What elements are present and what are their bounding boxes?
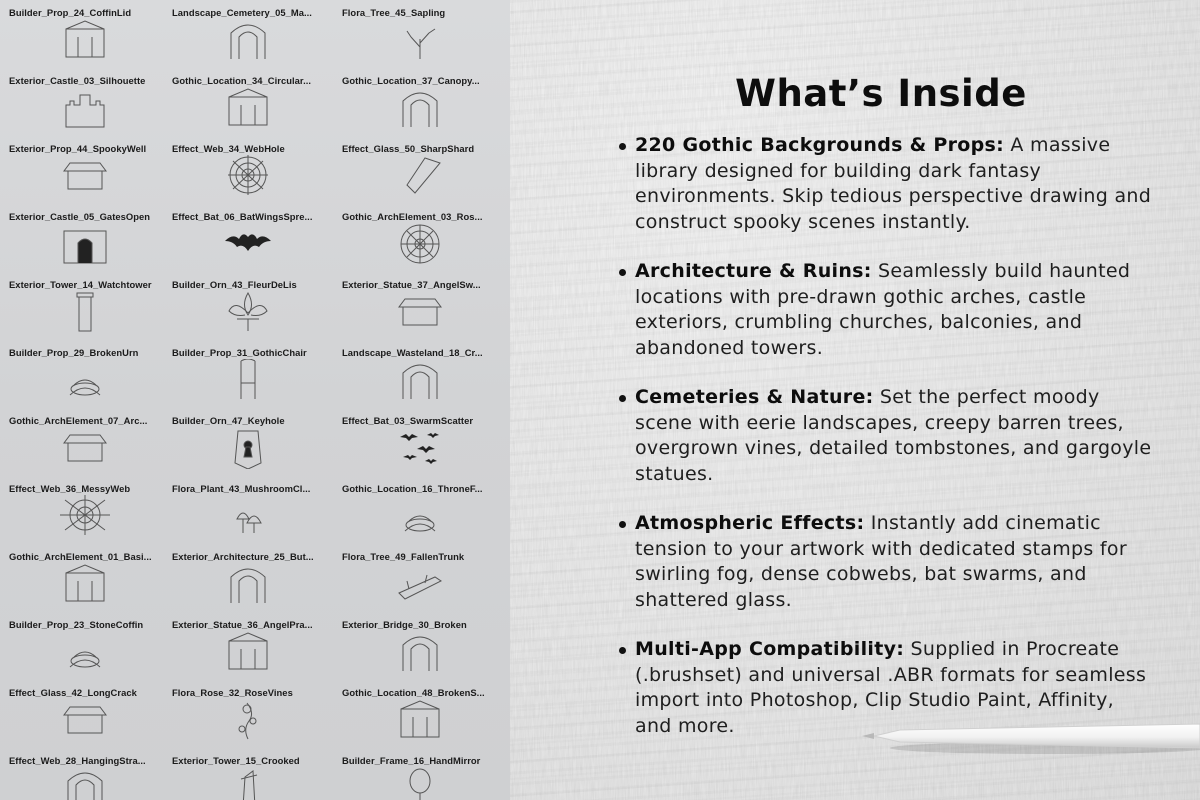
hanging-web-icon <box>60 767 110 800</box>
broken-urn-icon <box>60 359 110 401</box>
hand-mirror-icon <box>395 767 445 800</box>
brush-item[interactable] <box>169 540 339 608</box>
brush-item[interactable] <box>169 744 339 800</box>
brush-name: Exterior_Architecture_25_But... <box>172 551 314 562</box>
brush-name: Gothic_Location_37_Canopy... <box>342 75 480 86</box>
brush-item[interactable] <box>169 64 339 132</box>
brush-thumbnail <box>395 291 445 333</box>
brush-name: Effect_Glass_42_LongCrack <box>9 687 137 698</box>
brush-name: Flora_Plant_43_MushroomCl... <box>172 483 311 494</box>
brush-name: Builder_Frame_16_HandMirror <box>342 755 481 766</box>
feature-description: Instantly add cinematic tension to your artwork with dedicated stamps for swirling fog, dense cobwebs, bat swarms, and shattered glass. <box>635 512 1127 611</box>
brush-thumbnail <box>60 291 110 333</box>
stone-coffin-icon <box>60 631 110 673</box>
brush-item[interactable] <box>169 200 339 268</box>
brush-item[interactable] <box>169 0 339 64</box>
brush-name: Effect_Glass_50_SharpShard <box>342 143 475 154</box>
brush-thumbnail <box>223 631 273 673</box>
brush-item[interactable] <box>169 608 339 676</box>
brush-item[interactable] <box>339 608 510 676</box>
sapling-icon <box>395 19 445 61</box>
brush-item[interactable] <box>0 268 169 336</box>
brush-thumbnail <box>60 155 110 197</box>
brush-thumbnail <box>395 563 445 605</box>
brush-name: Flora_Tree_45_Sapling <box>342 7 446 18</box>
brush-thumbnail <box>223 359 273 401</box>
brush-item[interactable] <box>339 676 510 744</box>
brush-item[interactable] <box>0 132 169 200</box>
brush-thumbnail <box>395 699 445 741</box>
brush-thumbnail <box>60 19 110 61</box>
brush-name: Exterior_Bridge_30_Broken <box>342 619 467 630</box>
feature-list <box>635 133 1155 763</box>
feature-item <box>635 133 1155 235</box>
brush-name: Effect_Bat_03_SwarmScatter <box>342 415 474 426</box>
brush-thumbnail <box>395 223 445 265</box>
feature-title: Atmospheric Effects: <box>635 512 865 534</box>
brush-thumbnail <box>60 87 110 129</box>
info-panel <box>510 0 1200 800</box>
brush-thumbnail <box>223 291 273 333</box>
brush-item[interactable] <box>0 744 169 800</box>
brush-item[interactable] <box>339 268 510 336</box>
circular-room-icon <box>223 87 273 129</box>
canopy-bed-icon <box>395 87 445 129</box>
page-title: What’s Inside <box>735 72 1027 115</box>
brush-thumbnail <box>60 699 110 741</box>
spiderweb-icon <box>223 155 273 197</box>
glass-crack-icon <box>60 699 110 741</box>
bat-icon <box>223 223 273 265</box>
stylus-icon <box>860 712 1200 762</box>
brush-thumbnail <box>395 359 445 401</box>
brush-item[interactable] <box>0 472 169 540</box>
brush-name: Flora_Rose_32_RoseVines <box>172 687 293 698</box>
brush-name: Gothic_ArchElement_01_Basi... <box>9 551 152 562</box>
brush-thumbnail <box>223 155 273 197</box>
brush-thumbnail <box>223 87 273 129</box>
fleur-de-lis-icon <box>223 291 273 333</box>
brush-name: Effect_Web_34_WebHole <box>172 143 285 154</box>
broken-stairs-icon <box>395 699 445 741</box>
brush-thumbnail <box>223 19 273 61</box>
feature-title: Cemeteries & Nature: <box>635 386 874 408</box>
brush-name: Exterior_Statue_36_AngelPra... <box>172 619 313 630</box>
brush-item[interactable] <box>339 64 510 132</box>
brush-name: Exterior_Statue_37_AngelSw... <box>342 279 481 290</box>
feature-title: Architecture & Ruins: <box>635 260 872 282</box>
feature-description: Set the perfect moody scene with eerie landscapes, creepy barren trees, overgrown vines, detailed tombstones, and gargoyle statues. <box>635 386 1152 485</box>
brush-name: Landscape_Cemetery_05_Ma... <box>172 7 312 18</box>
feature-description: Supplied in Procreate (.brushset) and universal .ABR formats for seamless import into Photoshop, Clip Studio Paint, Affinity, and more. <box>635 638 1147 737</box>
brush-item[interactable] <box>0 0 169 64</box>
brush-item[interactable] <box>0 540 169 608</box>
rose-vines-icon <box>223 699 273 741</box>
brush-name: Flora_Tree_49_FallenTrunk <box>342 551 465 562</box>
mushroom-icon <box>223 495 273 537</box>
brush-thumbnail <box>60 767 110 800</box>
praying-angel-icon <box>223 631 273 673</box>
brush-name: Effect_Bat_06_BatWingsSpre... <box>172 211 313 222</box>
brush-item[interactable] <box>339 132 510 200</box>
feature-title: Multi-App Compatibility: <box>635 638 905 660</box>
well-icon <box>60 155 110 197</box>
feature-item <box>635 259 1155 361</box>
brush-name: Landscape_Wasteland_18_Cr... <box>342 347 483 358</box>
coffin-lid-icon <box>60 19 110 61</box>
brush-item[interactable] <box>339 0 510 64</box>
brush-grid <box>0 0 510 796</box>
angel-statue-icon <box>395 291 445 333</box>
brush-item[interactable] <box>169 336 339 404</box>
keyhole-icon <box>223 427 273 469</box>
brush-thumbnail <box>60 223 110 265</box>
feature-title: 220 Gothic Backgrounds & Props: <box>635 134 1005 156</box>
brush-name: Builder_Prop_24_CoffinLid <box>9 7 132 18</box>
brush-name: Builder_Prop_31_GothicChair <box>172 347 307 358</box>
brush-item[interactable] <box>339 404 510 472</box>
brush-thumbnail <box>223 699 273 741</box>
brush-thumbnail <box>395 495 445 537</box>
brush-thumbnail <box>60 563 110 605</box>
bat-swarm-icon <box>395 427 445 469</box>
brush-item[interactable] <box>169 472 339 540</box>
brush-library-panel <box>0 0 510 800</box>
messy-web-icon <box>60 495 110 537</box>
cemetery-icon <box>223 19 273 61</box>
brush-name: Gothic_ArchElement_03_Ros... <box>342 211 483 222</box>
fallen-trunk-icon <box>395 563 445 605</box>
brush-thumbnail <box>223 495 273 537</box>
brush-item[interactable] <box>169 676 339 744</box>
brush-name: Builder_Orn_43_FleurDeLis <box>172 279 297 290</box>
brush-item[interactable] <box>339 472 510 540</box>
castle-gate-icon <box>60 223 110 265</box>
brush-name: Gothic_ArchElement_07_Arc... <box>9 415 148 426</box>
wasteland-icon <box>395 359 445 401</box>
brush-thumbnail <box>60 359 110 401</box>
brush-thumbnail <box>395 427 445 469</box>
feature-description: A massive library designed for building dark fantasy environments. Skip tedious perspective drawing and construct spooky scenes instantly. <box>635 134 1152 233</box>
brush-name: Builder_Prop_29_BrokenUrn <box>9 347 139 358</box>
gothic-window-icon <box>60 563 110 605</box>
broken-bridge-icon <box>395 631 445 673</box>
rose-window-icon <box>395 223 445 265</box>
brush-item[interactable] <box>169 132 339 200</box>
brush-name: Builder_Prop_23_StoneCoffin <box>9 619 144 630</box>
buttress-icon <box>223 563 273 605</box>
brush-name: Effect_Web_28_HangingStra... <box>9 755 146 766</box>
brush-thumbnail <box>223 427 273 469</box>
watchtower-icon <box>60 291 110 333</box>
brush-thumbnail <box>395 19 445 61</box>
brush-name: Gothic_Location_16_ThroneF... <box>342 483 483 494</box>
castle-icon <box>60 87 110 129</box>
brush-item[interactable] <box>0 200 169 268</box>
brush-item[interactable] <box>0 608 169 676</box>
brush-thumbnail <box>223 767 273 800</box>
brush-item[interactable] <box>169 404 339 472</box>
gothic-chair-icon <box>223 359 273 401</box>
brush-item[interactable] <box>0 404 169 472</box>
brush-name: Exterior_Tower_14_Watchtower <box>9 279 152 290</box>
brush-item[interactable] <box>0 676 169 744</box>
brush-thumbnail <box>223 223 273 265</box>
brush-name: Exterior_Tower_15_Crooked <box>172 755 300 766</box>
crooked-tower-icon <box>223 767 273 800</box>
brush-item[interactable] <box>339 336 510 404</box>
brush-thumbnail <box>60 631 110 673</box>
brush-item[interactable] <box>169 268 339 336</box>
brush-name: Exterior_Castle_03_Silhouette <box>9 75 146 86</box>
brush-item[interactable] <box>339 540 510 608</box>
brush-name: Gothic_Location_48_BrokenS... <box>342 687 485 698</box>
brush-thumbnail <box>395 631 445 673</box>
feature-item <box>635 511 1155 613</box>
brush-thumbnail <box>60 427 110 469</box>
glass-shard-icon <box>395 155 445 197</box>
brush-item[interactable] <box>339 744 510 800</box>
arch-corridor-icon <box>60 427 110 469</box>
brush-thumbnail <box>395 767 445 800</box>
brush-name: Builder_Orn_47_Keyhole <box>172 415 285 426</box>
feature-description: Seamlessly build haunted locations with pre-drawn gothic arches, castle exteriors, crumbling churches, balconies, and abandoned towers. <box>635 260 1131 359</box>
brush-thumbnail <box>60 495 110 537</box>
brush-name: Exterior_Prop_44_SpookyWell <box>9 143 147 154</box>
brush-item[interactable] <box>0 336 169 404</box>
brush-name: Gothic_Location_34_Circular... <box>172 75 312 86</box>
feature-item <box>635 385 1155 487</box>
brush-thumbnail <box>223 563 273 605</box>
brush-name: Exterior_Castle_05_GatesOpen <box>9 211 151 222</box>
brush-thumbnail <box>395 155 445 197</box>
brush-item[interactable] <box>339 200 510 268</box>
brush-name: Effect_Web_36_MessyWeb <box>9 483 131 494</box>
brush-item[interactable] <box>0 64 169 132</box>
brush-thumbnail <box>395 87 445 129</box>
throne-room-icon <box>395 495 445 537</box>
